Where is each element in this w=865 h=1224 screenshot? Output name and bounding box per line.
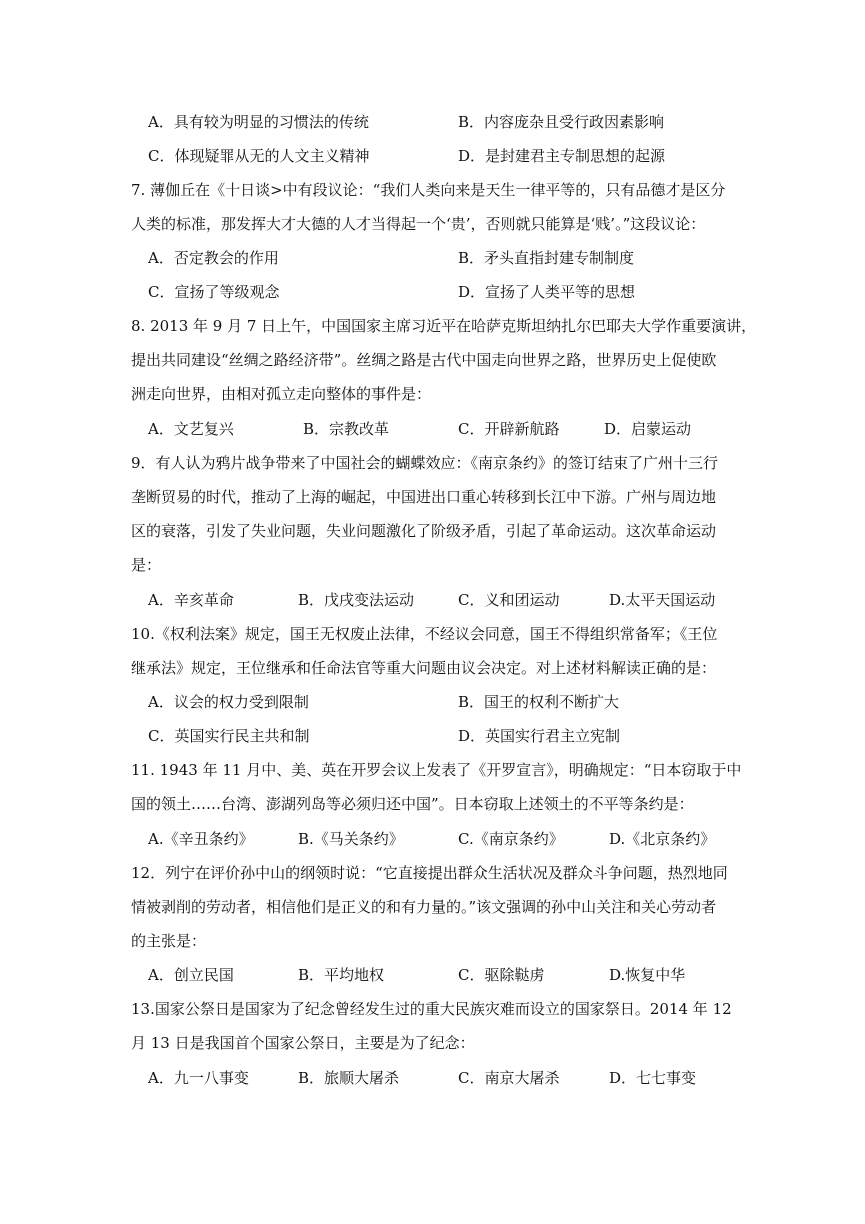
- question-13-stem: [131, 992, 741, 1060]
- question-13-options: [148, 1061, 748, 1095]
- option-a: A．议会的权力受到限制: [148, 693, 309, 711]
- stem-line: 的主张是：: [131, 932, 207, 950]
- option-c: C.《南京条约》: [458, 830, 564, 848]
- option-a: A．文艺复兴: [148, 420, 234, 438]
- option-b: B．矛头直指封建专制制度: [458, 249, 635, 267]
- option-c: C．开辟新航路: [458, 420, 560, 438]
- option-a: A．九一八事变: [148, 1069, 249, 1087]
- question-8-stem: [131, 309, 757, 411]
- option-d: D.恢复中华: [609, 966, 686, 984]
- question-10-options-row-2: [148, 719, 748, 753]
- stem-line: 区的衰落，引发了失业问题，失业问题激化了阶级矛盾，引起了革命运动。这次革命运动: [131, 522, 717, 540]
- stem-line: 13.国家公祭日是国家为了纪念曾经发生过的重大民族灾难而设立的国家祭日。2014 年 12: [131, 1000, 732, 1018]
- option-c: C．英国实行民主共和制: [148, 727, 310, 745]
- prev-options-row-2: [148, 139, 748, 173]
- stem-line: 12．列宁在评价孙中山的纲领时说：“它直接提出群众生活状况及群众斗争问题，热烈地同: [131, 864, 728, 882]
- option-d: D．英国实行君主立宪制: [458, 727, 621, 745]
- stem-line: 人类的标准，那发挥大才大德的人才当得起一个‘贵’，否则就只能算是‘贱’。”这段议论：: [131, 215, 706, 233]
- option-d: D.太平天国运动: [609, 591, 716, 609]
- question-7-stem: [131, 173, 741, 241]
- question-8-options: [148, 412, 748, 446]
- prev-options-row-1: [148, 105, 748, 139]
- option-d: D.《北京条约》: [609, 830, 716, 848]
- stem-line: 7. 薄伽丘在《十日谈>中有段议论：“我们人类向来是天生一律平等的，只有品德才是区分: [131, 181, 726, 199]
- option-b: B．戊戌变法运动: [298, 591, 415, 609]
- question-9-options: [148, 583, 748, 617]
- stem-line: 情被剥削的劳动者，相信他们是正义的和有力量的。”该文强调的孙中山关注和关心劳动者: [131, 898, 717, 916]
- option-a: A.《辛丑条约》: [148, 830, 254, 848]
- stem-line: 垄断贸易的时代，推动了上海的崛起，中国进出口重心转移到长江中下游。广州与周边地: [131, 488, 717, 506]
- stem-line: 洲走向世界，由相对孤立走向整体的事件是：: [131, 385, 432, 403]
- option-d: D．宣扬了人类平等的思想: [458, 283, 636, 301]
- question-7-options-row-1: [148, 241, 748, 275]
- option-b: B．国王的权利不断扩大: [458, 693, 620, 711]
- question-11-options: [148, 822, 748, 856]
- option-b: B.《马关条约》: [298, 830, 404, 848]
- option-b: B．内容庞杂且受行政因素影响: [458, 113, 665, 131]
- option-d: D．七七事变: [609, 1069, 697, 1087]
- question-12-stem: [131, 856, 741, 958]
- question-7-options-row-2: [148, 275, 748, 309]
- option-b: B．平均地权: [298, 966, 385, 984]
- question-12-options: [148, 958, 748, 992]
- stem-line: 是：: [131, 556, 162, 574]
- option-c: C．南京大屠杀: [458, 1069, 560, 1087]
- option-a: A．具有较为明显的习惯法的传统: [148, 113, 369, 131]
- stem-line: 月 13 日是我国首个国家公祭日，主要是为了纪念：: [131, 1034, 475, 1052]
- stem-line: 继承法》规定，王位继承和任命法官等重大问题由议会决定。对上述材料解读正确的是：: [131, 659, 717, 677]
- option-a: A．否定教会的作用: [148, 249, 279, 267]
- option-a: A．辛亥革命: [148, 591, 234, 609]
- stem-line: 9．有人认为鸦片战争带来了中国社会的蝴蝶效应：《南京条约》的签订结束了广州十三行: [131, 454, 719, 472]
- option-b: B．宗教改革: [303, 420, 390, 438]
- option-d: D．启蒙运动: [604, 420, 692, 438]
- question-9-stem: [131, 446, 741, 582]
- option-c: C．义和团运动: [458, 591, 560, 609]
- stem-line: 提出共同建设“丝绸之路经济带”。丝绸之路是古代中国走向世界之路，世界历史上促使欧: [131, 351, 717, 369]
- option-a: A．创立民国: [148, 966, 234, 984]
- stem-line: 国的领土……台湾、澎湖列岛等必须归还中国”。日本窃取上述领土的不平等条约是：: [131, 795, 694, 813]
- option-c: C．驱除鞑虏: [458, 966, 545, 984]
- stem-line: 8. 2013 年 9 月 7 日上午，中国国家主席习近平在哈萨克斯坦纳扎尔巴耶夫大学作重要演讲，: [131, 317, 757, 335]
- stem-line: 10.《权利法案》规定，国王无权废止法律，不经议会同意，国王不得组织常备军；《王位: [131, 625, 718, 643]
- stem-line: 11. 1943 年 11 月中、美、英在开罗会议上发表了《开罗宣言》，明确规定：“日本窃取于中: [131, 761, 742, 779]
- question-10-options-row-1: [148, 685, 748, 719]
- option-c: C．体现疑罪从无的人文主义精神: [148, 147, 370, 165]
- option-d: D．是封建君主专制思想的起源: [458, 147, 666, 165]
- option-b: B．旅顺大屠杀: [298, 1069, 400, 1087]
- option-c: C．宣扬了等级观念: [148, 283, 280, 301]
- question-10-stem: [131, 617, 741, 685]
- question-11-stem: [131, 753, 741, 821]
